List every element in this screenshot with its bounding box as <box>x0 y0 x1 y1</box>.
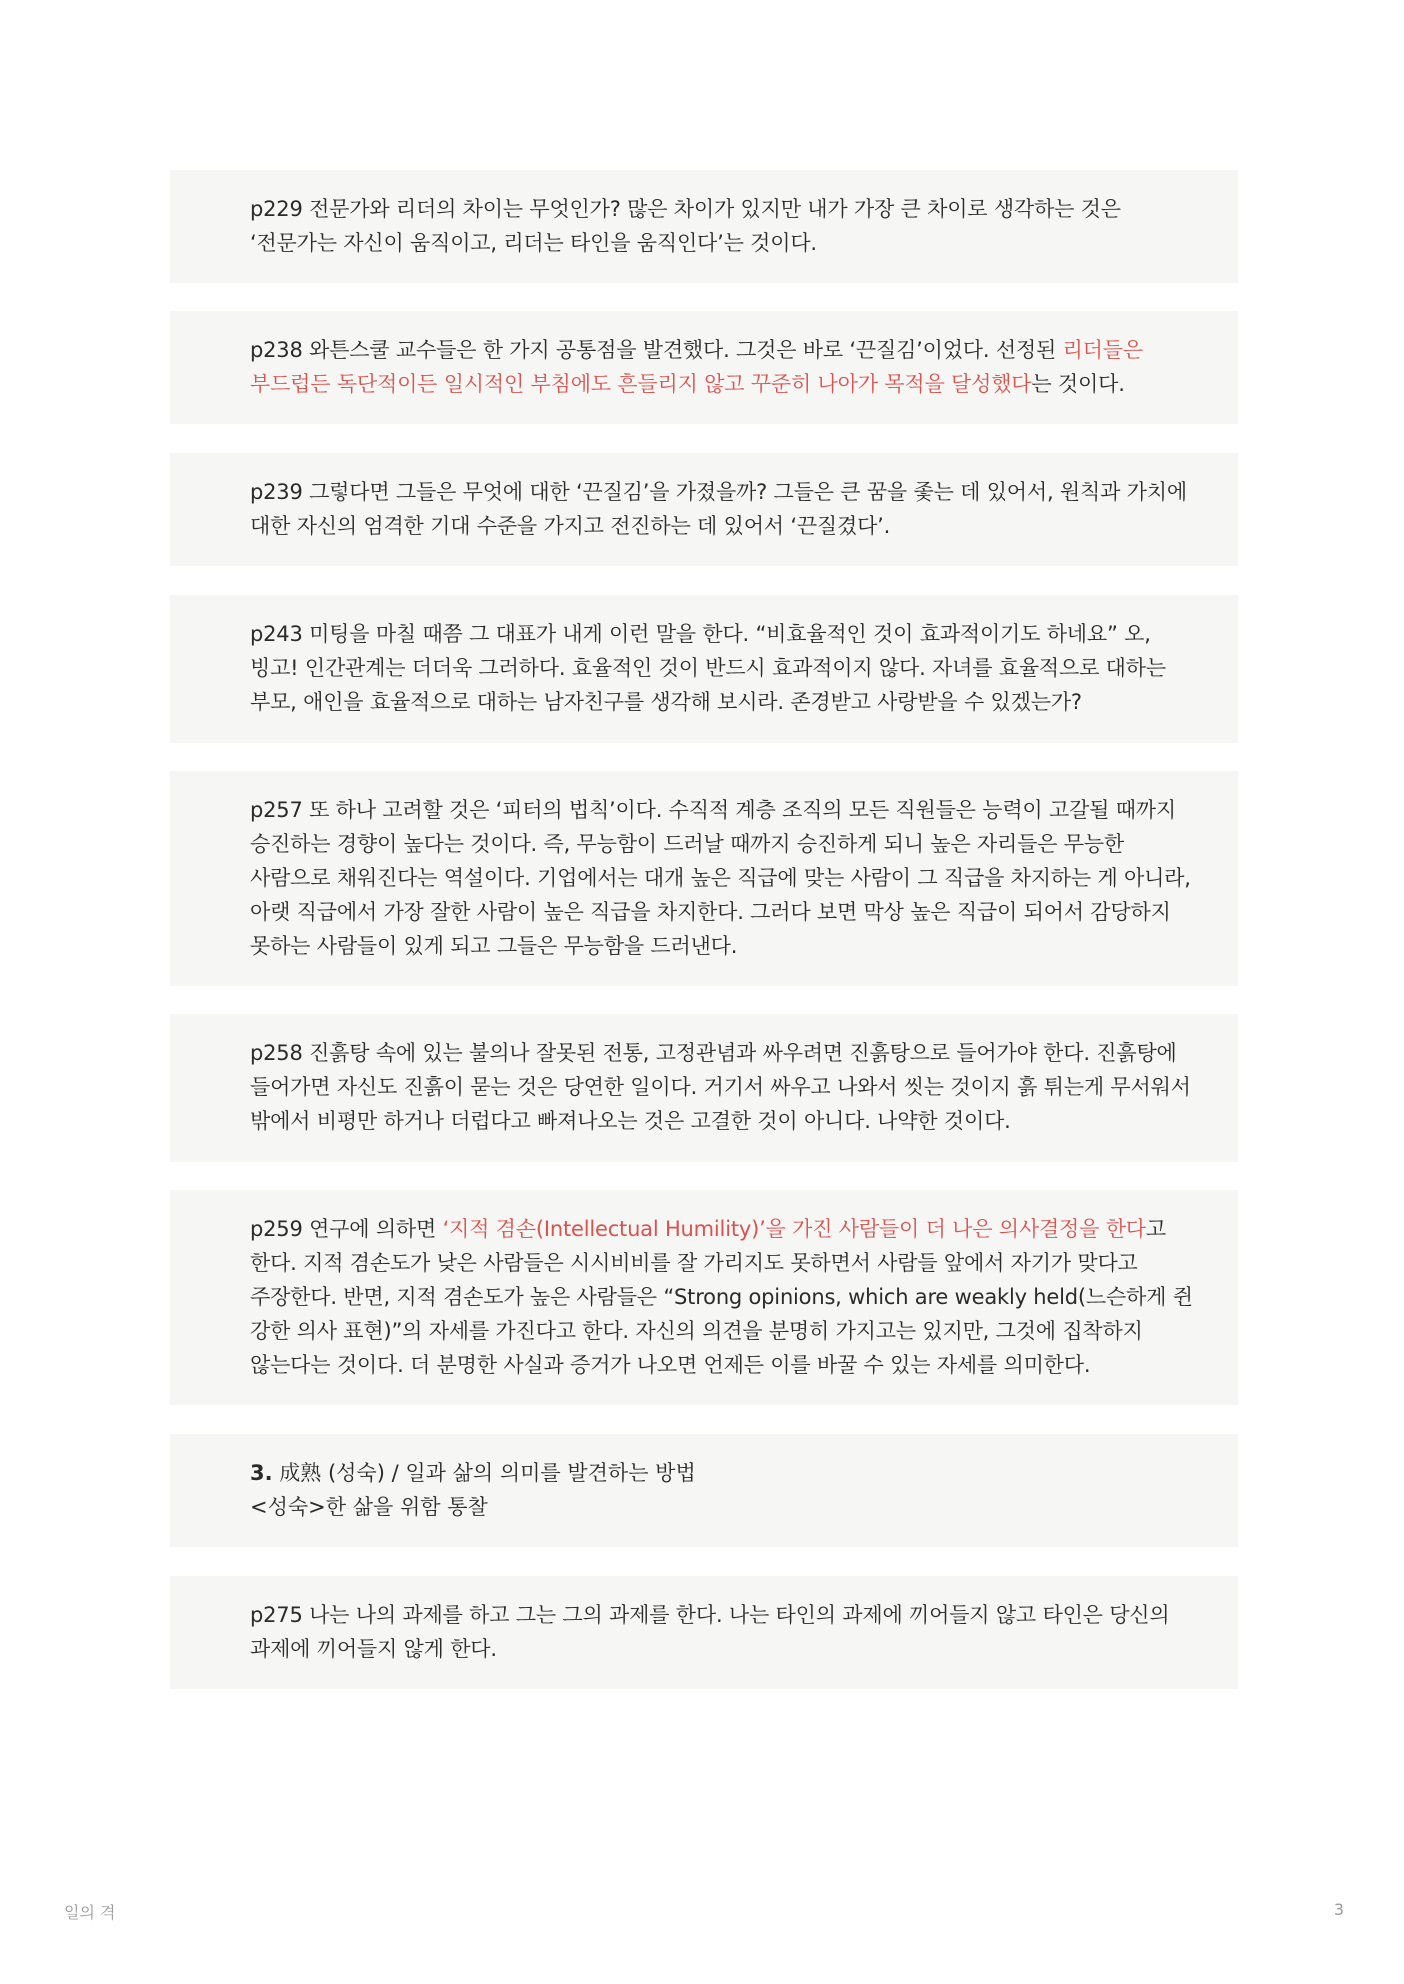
quote-text: p275 나는 나의 과제를 하고 그는 그의 과제를 한다. 나는 타인의 과제에 끼어들지 않고 타인은 당신의 과제에 끼어들지 않게 한다. <box>250 1603 1170 1661</box>
section-number: 3. <box>250 1461 273 1485</box>
quote-text: p258 진흙탕 속에 있는 불의나 잘못된 전통, 고정관념과 싸우려면 진흙탕으로 들어가야 한다. 진흙탕에 들어가면 자신도 진흙이 묻는 것은 당연한 일이다. 거기서 싸우고 나와서 씻는 것이지 흙 튀는게 무서워서 밖에서 비평만 하거나 더럽다고 빠져나오는 것은 고결한 것이 아니다. 나약한 것이다. <box>250 1041 1191 1133</box>
quote-text-after: 고 한다. 지적 겸손도가 낮은 사람들은 시시비비를 잘 가리지도 못하면서 사람들 앞에서 자기가 맞다고 주장한다. 반면, 지적 겸손도가 높은 사람들은 “Strong opinions, which are weakly held(느슨하게 쥔 강한 의사 표현)”의 자세를 가진다고 한다. 자신의 의견을 분명히 가지고는 있지만, 그것에 집착하지 않는다는 것이다. 더 분명한 사실과 증거가 나오면 언제든 이를 바꿀 수 있는 자세를 의미한다. <box>250 1217 1193 1377</box>
quote-text-after: 는 것이다. <box>1031 372 1125 396</box>
quote-text-before: p238 와튼스쿨 교수들은 한 가지 공통점을 발견했다. 그것은 바로 ‘끈질김’이었다. 선정된 <box>250 338 1063 362</box>
quote-block-p238 <box>170 311 1238 424</box>
quote-block-p259 <box>170 1190 1238 1405</box>
quote-block-p275 <box>170 1576 1238 1689</box>
quote-text: p229 전문가와 리더의 차이는 무엇인가? 많은 차이가 있지만 내가 가장 큰 차이로 생각하는 것은 ‘전문가는 자신이 움직이고, 리더는 타인을 움직인다’는 것이다. <box>250 197 1121 255</box>
quote-block-p229 <box>170 170 1238 283</box>
quote-text <box>250 333 1202 401</box>
quote-block-p239 <box>170 453 1238 566</box>
section-title-text: 成熟 (성숙) / 일과 삶의 의미를 발견하는 방법 <box>272 1461 696 1485</box>
footer-page-number: 3 <box>1333 1900 1344 1919</box>
highlighted-text: ‘지적 겸손(Intellectual Humility)’을 가진 사람들이 더 나은 의사결정을 한다 <box>442 1217 1146 1241</box>
quote-text <box>250 1212 1202 1382</box>
quote-block-p257 <box>170 771 1238 986</box>
quote-text: p239 그렇다면 그들은 무엇에 대한 ‘끈질김’을 가졌을까? 그들은 큰 꿈을 좇는 데 있어서, 원칙과 가치에 대한 자신의 엄격한 기대 수준을 가지고 전진하는 데 있어서 ‘끈질겼다’. <box>250 480 1187 538</box>
quote-text: p257 또 하나 고려할 것은 ‘피터의 법칙’이다. 수직적 계층 조직의 모든 직원들은 능력이 고갈될 때까지 승진하는 경향이 높다는 것이다. 즉, 무능함이 드러날 때까지 승진하게 되니 높은 자리들은 무능한 사람으로 채워진다는 역설이다. 기업에서는 대개 높은 직급에 맞는 사람이 그 직급을 차지하는 게 아니라, 아랫 직급에서 가장 잘한 사람이 높은 직급을 차지한다. 그러다 보면 막상 높은 직급이 되어서 감당하지 못하는 사람들이 있게 되고 그들은 무능함을 드러낸다. <box>250 798 1191 958</box>
highlighted-text: 리더들은 부드럽든 독단적이든 일시적인 부침에도 흔들리지 않고 꾸준히 나아가 목적을 달성했다 <box>250 338 1143 396</box>
section-title <box>250 1456 1202 1490</box>
quote-text-before: p259 연구에 의하면 <box>250 1217 443 1241</box>
footer-book-title: 일의 격 <box>64 1903 116 1922</box>
section-subtitle: <성숙>한 삶을 위함 통찰 <box>250 1495 488 1519</box>
quote-block-p243 <box>170 595 1238 743</box>
section-header-block <box>170 1434 1238 1547</box>
quote-text: p243 미팅을 마칠 때쯤 그 대표가 내게 이런 말을 한다. “비효율적인 것이 효과적이기도 하네요” 오, 빙고! 인간관계는 더더욱 그러하다. 효율적인 것이 반드시 효과적이지 않다. 자녀를 효율적으로 대하는 부모, 애인을 효율적으로 대하는 남자친구를 생각해 보시라. 존경받고 사랑받을 수 있겠는가? <box>250 622 1166 714</box>
quote-block-p258 <box>170 1014 1238 1162</box>
